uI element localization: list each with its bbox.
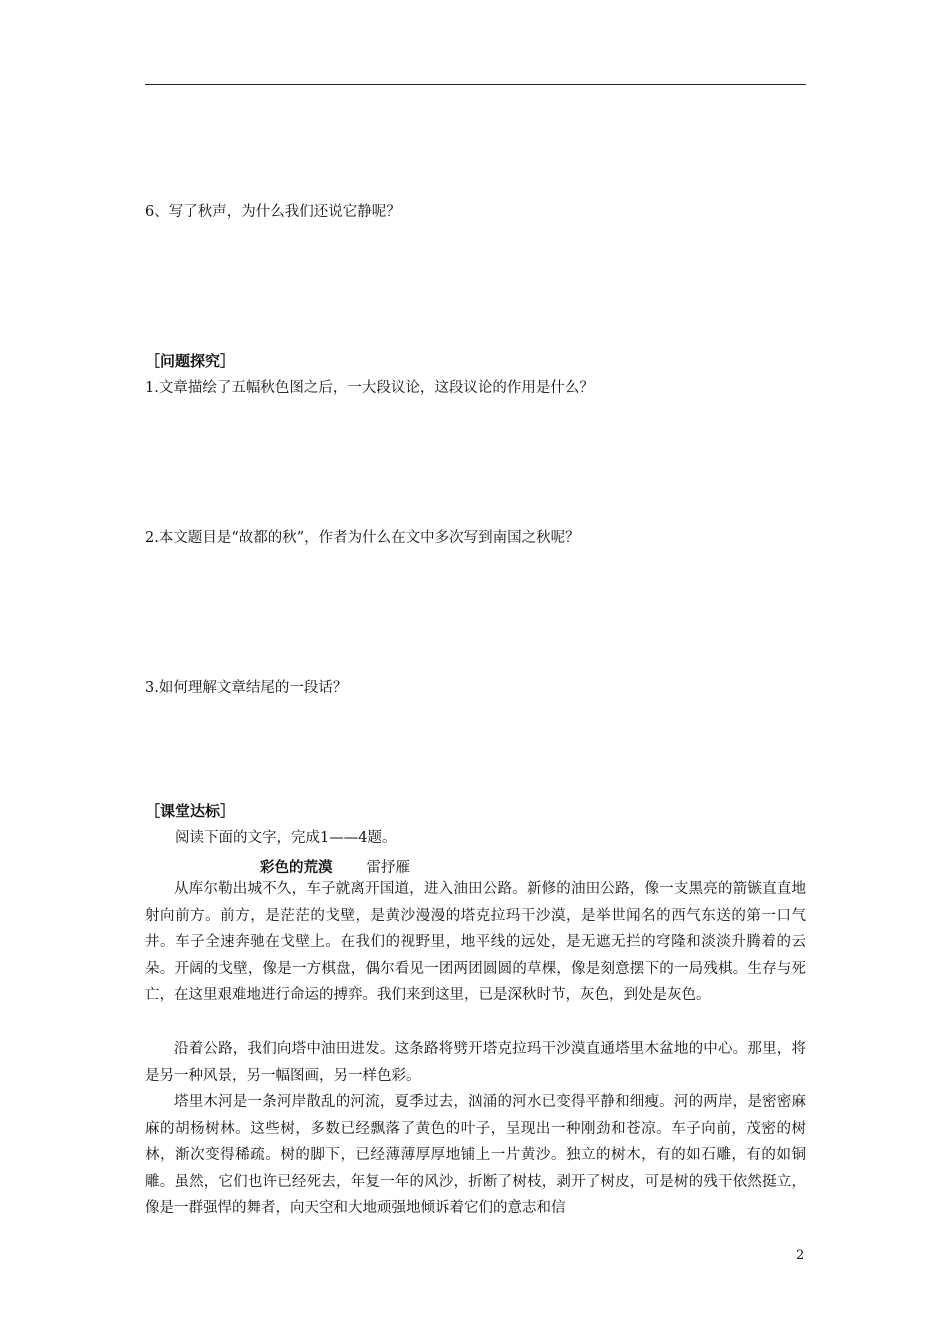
essay-title: 彩色的荒漠: [260, 859, 333, 876]
essay-author: 雷抒雁: [366, 860, 410, 876]
header-rule: [145, 84, 806, 85]
inquiry-question-3: 3.如何理解文章结尾的一段话？: [145, 680, 348, 696]
inquiry-question-1: 1.文章描绘了五幅秋色图之后，一大段议论，这段议论的作用是什么？: [145, 380, 594, 396]
question-6: 6、写了秋声，为什么我们还说它静呢？: [145, 204, 401, 220]
section-heading-class: ［课堂达标］: [145, 802, 236, 820]
essay-title-row: [260, 856, 410, 877]
page-number: 2: [796, 1248, 805, 1263]
inquiry-question-2: 2.本文题目是“故都的秋”，作者为什么在文中多次写到南国之秋呢？: [145, 530, 580, 546]
essay-paragraph: 从库尔勒出城不久，车子就离开国道，进入油田公路。新修的油田公路，像一支黑亮的箭镞直直地射向前方。前方，是茫茫的戈壁，是黄沙漫漫的塔克拉玛干沙漠，是举世闻名的西气东送的第一口气井。车子全速奔驰在戈壁上。在我们的视野里，地平线的远处，是无遮无拦的穹隆和淡淡升腾着的云朵。开阔的戈壁，像是一方棋盘，偶尔看见一团两团圆圆的草棵，像是刻意摆下的一局残棋。生存与死亡，在这里艰难地进行命运的搏弈。我们来到这里，已是深秋时节，灰色，到处是灰色。: [145, 881, 806, 1004]
section-heading-inquiry: ［问题探究］: [145, 352, 236, 370]
essay-paragraph: 塔里木河是一条河岸散乱的河流，夏季过去，汹涌的河水已变得平静和细瘦。河的两岸，是密密麻麻的胡杨树林。这些树，多数已经飘落了黄色的叶子，呈现出一种刚劲和苍凉。车子向前，茂密的树林，渐次变得稀疏。树的脚下，已经薄薄厚厚地铺上一片黄沙。独立的树木，有的如石雕，有的如铜雕。虽然，它们也许已经死去，年复一年的风沙，折断了树枝，剥开了树皮，可是树的残干依然挺立，像是一群强悍的舞者，向天空和大地顽强地倾诉着它们的意志和信: [145, 1094, 806, 1217]
reading-instruction: 阅读下面的文字，完成1——4题。: [175, 830, 397, 846]
essay-paragraph: 沿着公路，我们向塔中油田进发。这条路将劈开塔克拉玛干沙漠直通塔里木盆地的中心。那里，将是另一种风景，另一幅图画，另一样色彩。: [145, 1041, 806, 1084]
